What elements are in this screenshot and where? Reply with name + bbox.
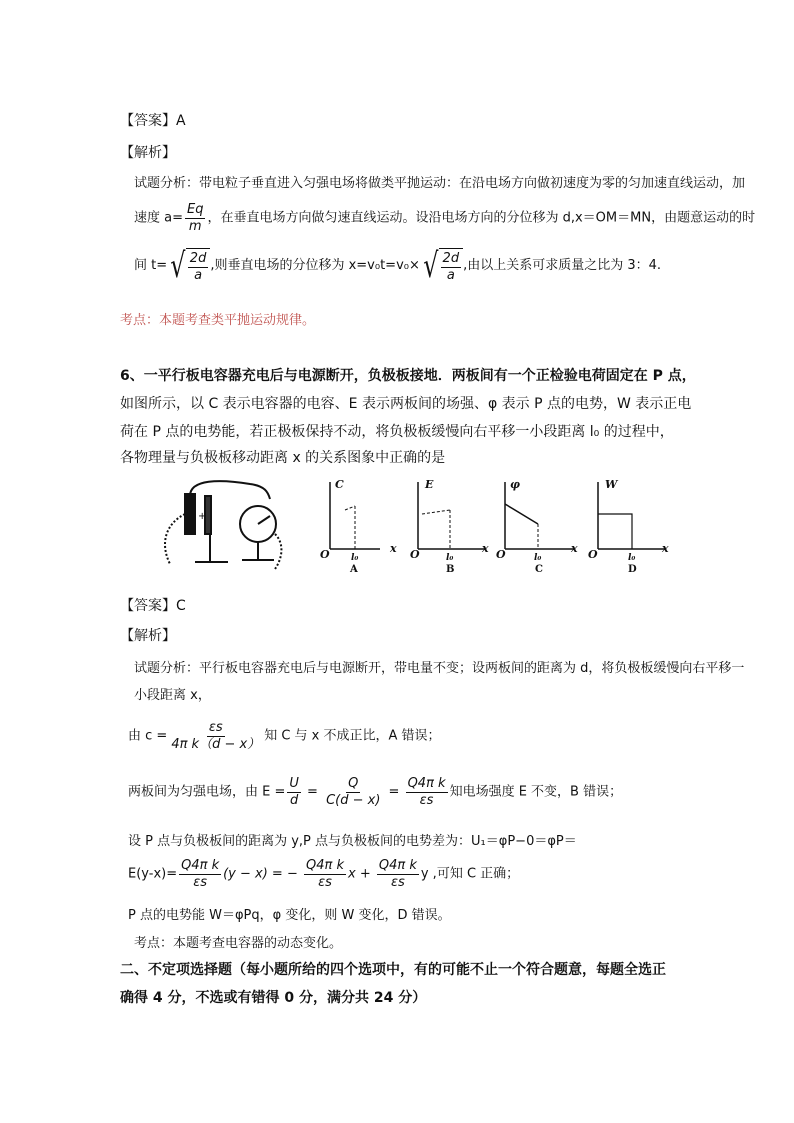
- analysis-line-3: [134, 245, 662, 286]
- potential-line-1: 设 P 点与负极板间的距离为 y,P 点与负极板间的电势差为：U₁＝φP−0＝φP＝: [128, 834, 577, 849]
- numerator: Q: [348, 776, 359, 791]
- graph-b-ylabel: E: [425, 478, 434, 491]
- graph-a-xlabel: x: [390, 542, 397, 555]
- denominator: εs: [318, 874, 332, 890]
- graph-b-curve: [422, 510, 450, 514]
- electrometer-needle: [258, 516, 270, 524]
- answer-a: 【答案】A: [120, 113, 186, 129]
- text-segment: 两板间为匀强电场，由 E =: [128, 784, 286, 800]
- answer-c: 【答案】C: [120, 598, 186, 614]
- denominator: a: [446, 267, 455, 283]
- text-segment: 速度 a=: [134, 210, 183, 226]
- text-segment: 由 c =: [128, 728, 168, 744]
- graph-a-curve: [345, 506, 355, 510]
- analysis-label: 【解析】: [120, 145, 176, 161]
- capacitor-apparatus-and-graphs: [150, 474, 690, 574]
- capacitor-apparatus-illustration: [165, 481, 281, 569]
- text-segment: 间 t=: [134, 258, 168, 274]
- analysis2-line-2: 小段距离 x，: [134, 688, 211, 703]
- numerator: Eq: [187, 202, 204, 217]
- sqrt-2d-a-2: [420, 245, 463, 286]
- denominator: C(d − x): [326, 792, 381, 808]
- capacitance-formula-line: [128, 720, 441, 752]
- kaodian-2: 考点：本题考查电容器的动态变化。: [134, 936, 343, 951]
- graph-c-curve: [505, 504, 538, 524]
- analysis-line-1: 试题分析：带电粒子垂直进入匀强电场将做类平抛运动：在沿电场方向做初速度为零的匀加速直线运动，加: [134, 176, 746, 191]
- graph-d-origin: O: [588, 548, 598, 561]
- denominator: εs: [390, 874, 405, 890]
- graph-a-ylabel: C: [335, 478, 344, 491]
- graph-c: [496, 478, 578, 574]
- numerator: Q4π k: [305, 858, 344, 873]
- graph-c-tick: l₀: [534, 553, 542, 563]
- q6-line-4: 各物理量与负极板移动距离 x 的关系图象中正确的是: [120, 450, 446, 466]
- potential-line-2: E(y-x)= $\frac{\text{Q4π k}}{\varepsilon s}$ (y − x) = − $\frac{\text{Q4π k}}{\varepsilon s}$ x + $\frac{\text{Q4π k}}{\varepsilon s}$ y ,可知 C 正确；: [128, 858, 520, 890]
- text-segment: E(y-x)=: [128, 866, 178, 882]
- fraction-q4pik-es-a: [179, 858, 221, 890]
- numerator: 2d: [189, 251, 207, 266]
- graph-c-xlabel: x: [571, 542, 578, 555]
- numerator: Q4π k: [378, 858, 417, 873]
- denominator: εs: [419, 792, 434, 808]
- text-segment: y ,可知 C 正确；: [420, 866, 520, 882]
- graph-c-origin: O: [496, 548, 506, 561]
- graph-a-tick: l₀: [351, 553, 359, 563]
- q6-line-3: 荷在 P 点的电势能，若正极板保持不动，将负极板缓慢向右平移一小段距离 l₀ 的过程中，: [120, 424, 674, 440]
- graph-d-xlabel: x: [662, 542, 669, 555]
- text-segment: ，在垂直电场方向做匀速直线运动。设沿电场方向的分位移为 d,x＝OM＝MN，由题意运动的时: [207, 210, 756, 226]
- positive-plate: [185, 494, 195, 534]
- part2-heading-line-1: 二、不定项选择题（每小题所给的四个选项中，有的可能不止一个符合题意，每题全选正: [120, 962, 666, 978]
- fraction-q4pik-es-b: [304, 858, 346, 890]
- sqrt-2d-a: [167, 245, 210, 286]
- graph-a-option: A: [350, 564, 358, 574]
- graph-d-option: D: [628, 564, 637, 574]
- denominator: m: [188, 218, 202, 234]
- graph-d-curve: [598, 514, 632, 549]
- denominator: εs: [193, 874, 208, 890]
- graph-c-ylabel: φ: [510, 478, 520, 491]
- fraction-capacitance: [169, 720, 262, 752]
- graph-b-xlabel: x: [482, 542, 489, 555]
- text-segment: ,由以上关系可求质量之比为 3：4.: [463, 258, 662, 274]
- analysis-label-2: 【解析】: [120, 628, 176, 644]
- graph-b: [410, 478, 489, 574]
- graph-c-option: C: [535, 564, 543, 574]
- denominator: a: [194, 267, 203, 283]
- field-formula-line: 两板间为匀强电场，由 E = $\frac{U}{d}$ = $\frac{Q}{C(d - x)}$ = $\frac{\text{Q4π k}}{\varepsilon s}$ 知电场强度 E 不变，B 错误；: [128, 776, 623, 808]
- denominator: d: [290, 792, 299, 808]
- fraction-u-d: [287, 776, 301, 808]
- q6-line-2: 如图所示，以 C 表示电容器的电容、E 表示两板间的场强、φ 表示 P 点的电势，W 表示正电: [120, 396, 692, 412]
- fraction-eq-m: [185, 202, 205, 234]
- q6-line-1: 6、一平行板电容器充电后与电源断开，负极板接地．两板间有一个正检验电荷固定在 P 点，: [120, 368, 696, 384]
- svg-text:+: +: [198, 511, 207, 522]
- graph-b-tick: l₀: [446, 553, 454, 563]
- fraction-q4pik-es-c: [377, 858, 419, 890]
- numerator: Q4π k: [181, 858, 220, 873]
- radical-sign: √: [170, 245, 186, 286]
- kaodian-1: 考点：本题考查类平抛运动规律。: [120, 313, 316, 328]
- energy-line: P 点的电势能 W＝φPq，φ 变化，则 W 变化，D 错误。: [128, 908, 451, 923]
- text-segment: 知电场强度 E 不变，B 错误；: [449, 784, 623, 800]
- analysis-line-2: [134, 202, 755, 234]
- denominator: 4π k（d − x）: [171, 736, 261, 752]
- part2-heading-line-2: 确得 4 分，不选或有错得 0 分，满分共 24 分）: [120, 990, 427, 1006]
- wire-top: [190, 481, 270, 499]
- radical-sign: √: [423, 245, 439, 286]
- graph-a: [320, 478, 397, 574]
- numerator: 2d: [442, 251, 460, 266]
- ground-wire-right: [275, 534, 281, 569]
- q6-figure: [150, 474, 690, 574]
- graph-d-ylabel: W: [605, 478, 618, 491]
- graph-d-tick: l₀: [628, 553, 636, 563]
- numerator: Q4π k: [407, 776, 446, 791]
- analysis2-line-1: 试题分析：平行板电容器充电后与电源断开，带电量不变；设两板间的距离为 d，将负极板缓慢向右平移一: [134, 661, 745, 676]
- text-segment: 知 C 与 x 不成正比，A 错误；: [264, 728, 441, 744]
- graph-d: [588, 478, 669, 574]
- numerator: εs: [208, 720, 223, 735]
- numerator: U: [289, 776, 299, 791]
- fraction-q-cdx: [324, 776, 382, 808]
- ground-wire-left: [165, 514, 185, 564]
- graph-b-option: B: [446, 564, 455, 574]
- graph-b-origin: O: [410, 548, 420, 561]
- text-segment: ,则垂直电场的分位移为 x=v₀t=v₀×: [210, 258, 420, 274]
- fraction-q4pik-es: [406, 776, 448, 808]
- graph-a-origin: O: [320, 548, 330, 561]
